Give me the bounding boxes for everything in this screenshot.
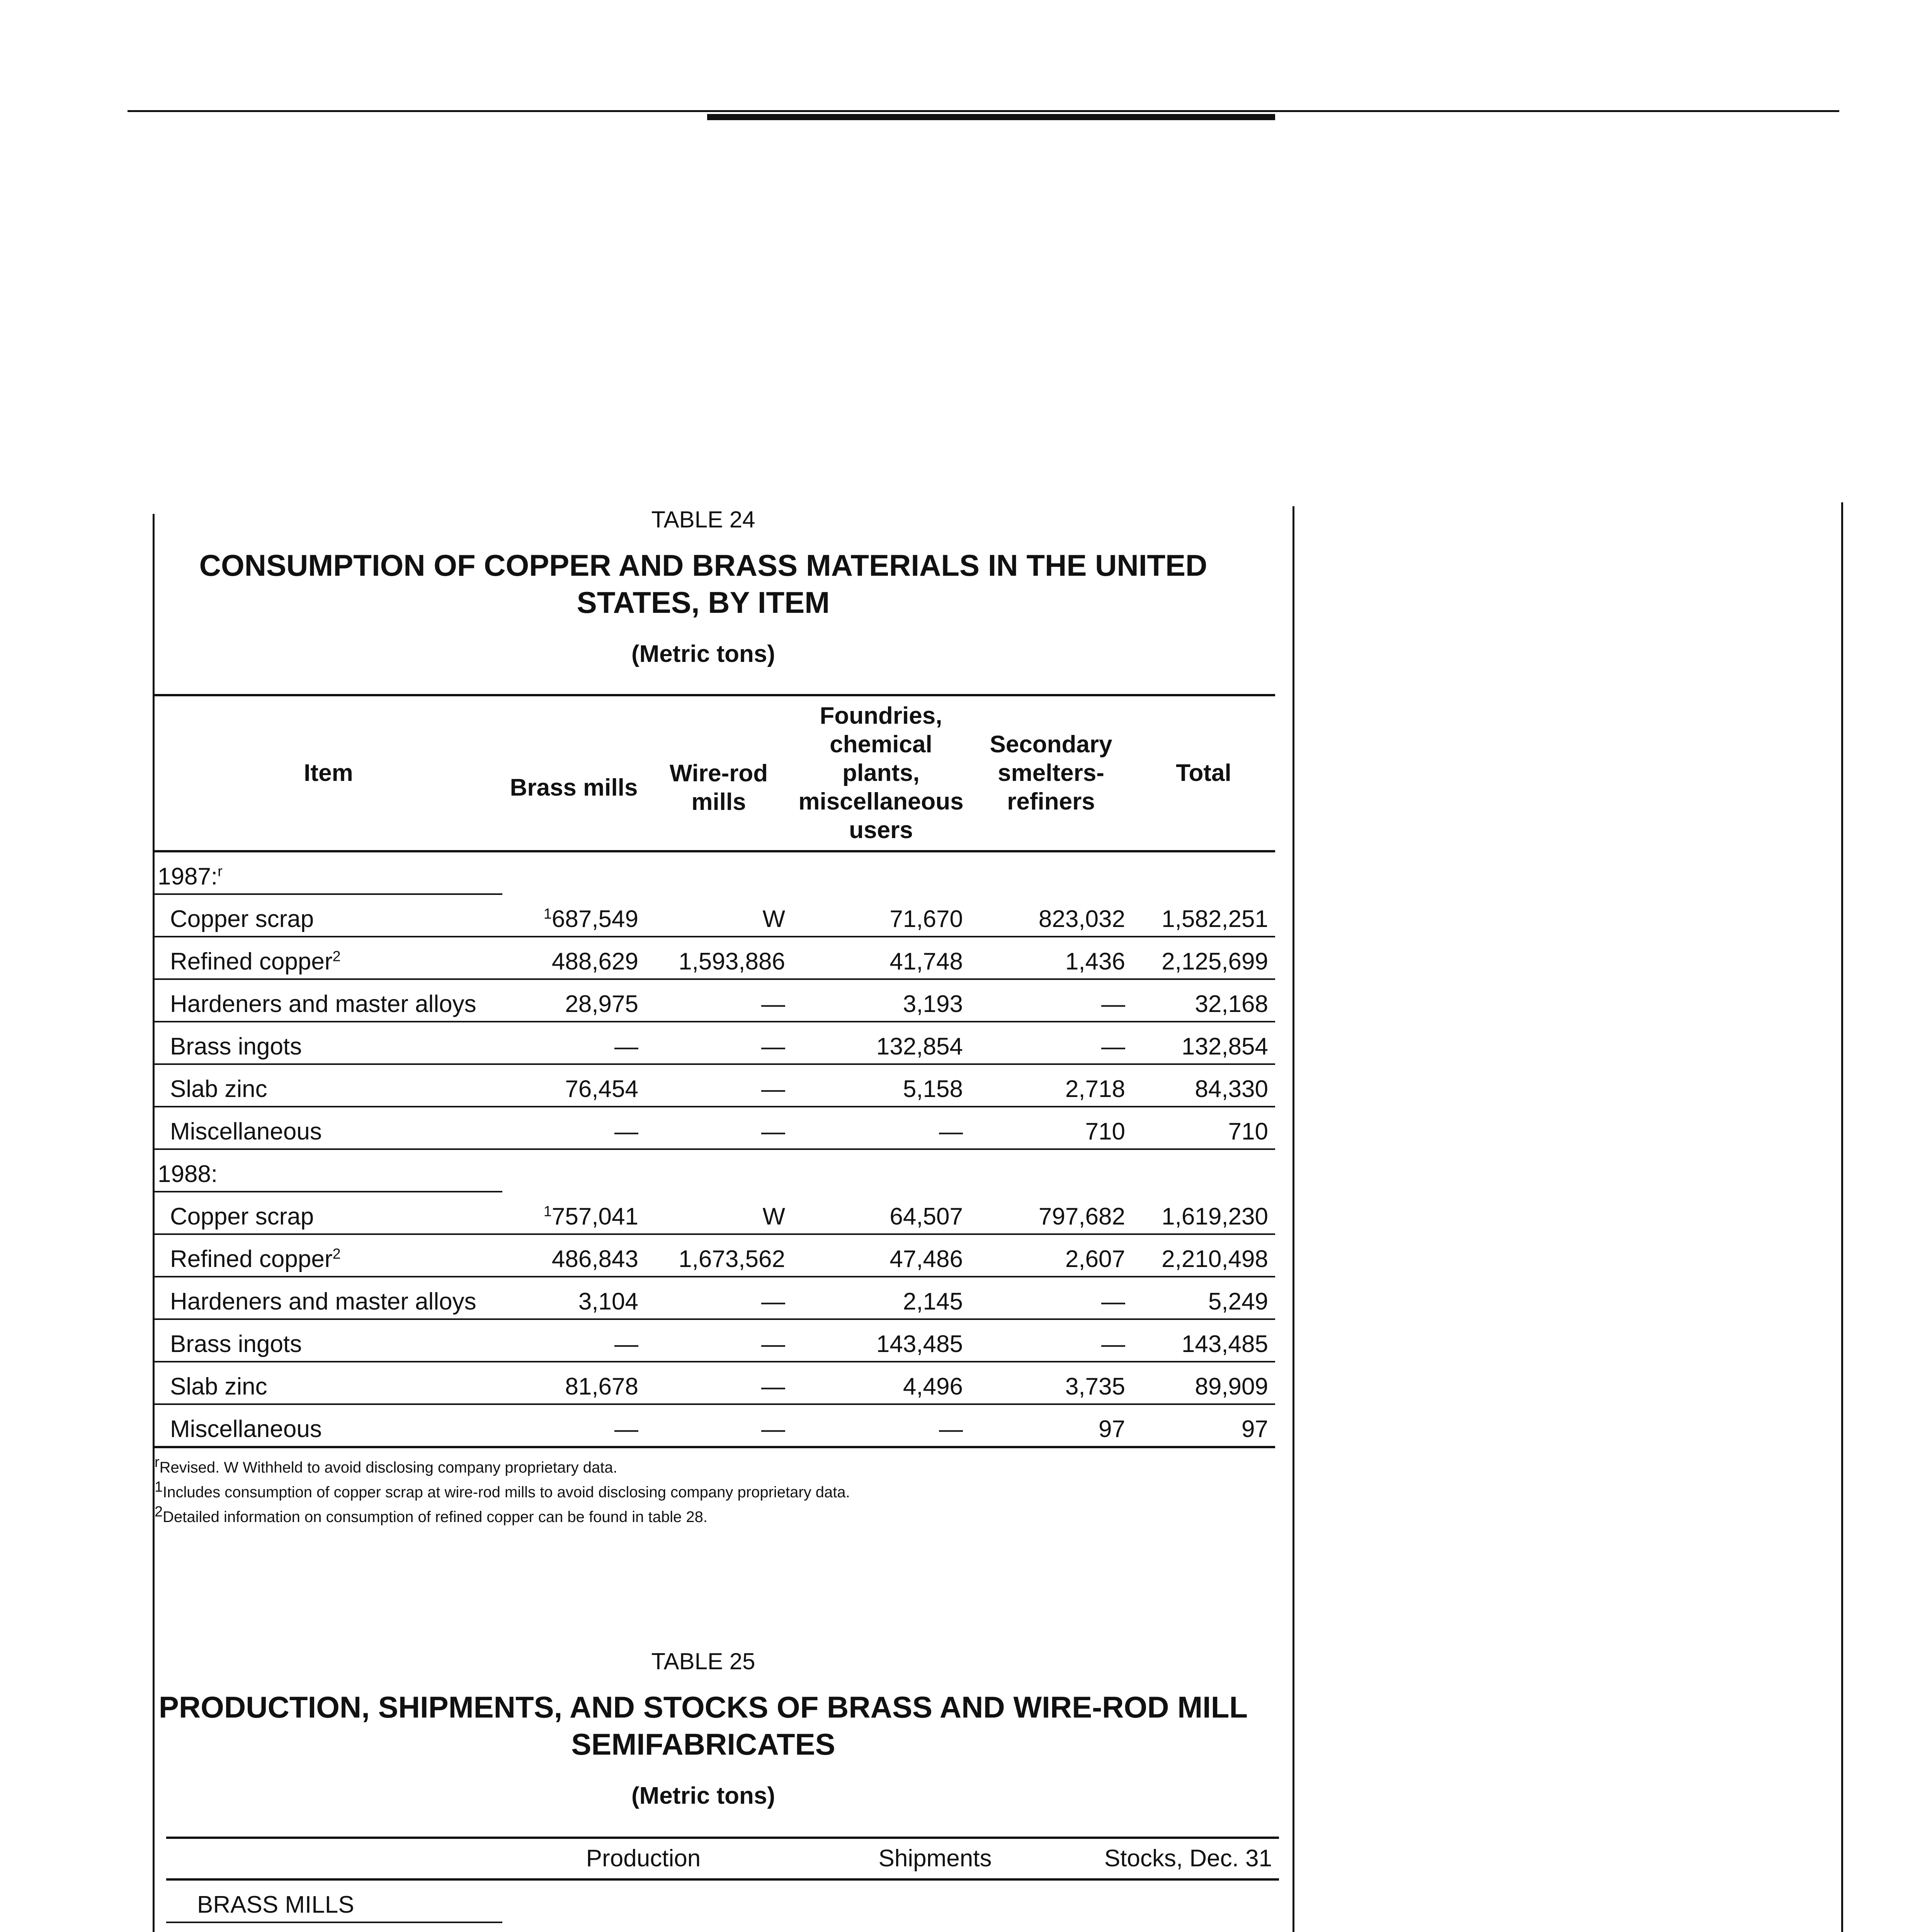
cell-secondary: 2,718 [970, 1064, 1132, 1107]
row-item: Miscellaneous [155, 1404, 502, 1447]
cell-foundries: — [792, 1404, 970, 1447]
footnote: $^r$Revised. W Withheld to avoid disclosing company proprietary data. [155, 1454, 617, 1476]
cell-foundries: 47,486 [792, 1234, 970, 1277]
row-item: Refined copper$^2$ [155, 1234, 502, 1277]
cell-secondary: 710 [970, 1107, 1132, 1149]
cell-total: 2,125,699 [1132, 937, 1275, 979]
center-column-line [1293, 506, 1294, 1932]
cell-wirerod: 1,593,886 [645, 937, 792, 979]
table-row [155, 1404, 1275, 1447]
cell-total: 84,330 [1132, 1064, 1275, 1107]
right-margin-line [1841, 502, 1843, 1932]
cell-secondary: 2,607 [970, 1234, 1132, 1277]
cell-foundries: 2,145 [792, 1277, 970, 1319]
table-units: (Metric tons) [631, 1782, 775, 1809]
row-item: Miscellaneous [155, 1107, 502, 1149]
cell-brass: — [502, 1107, 645, 1149]
cell-foundries: 5,158 [792, 1064, 970, 1107]
cell-secondary: — [970, 1022, 1132, 1064]
cell-brass: $^1$687,549 [502, 894, 645, 937]
table-label: TABLE 25 [651, 1648, 755, 1674]
col-header-production: Production [502, 1838, 784, 1879]
col-header-brass-mills: Brass mills [502, 695, 645, 851]
table-row [155, 1319, 1275, 1362]
cell-shipments [784, 1922, 1086, 1932]
cell-foundries: 41,748 [792, 937, 970, 979]
cell-secondary: 1,436 [970, 937, 1132, 979]
cell-total: 32,168 [1132, 979, 1275, 1022]
cell-secondary: 797,682 [970, 1192, 1132, 1234]
revised-mark: r [218, 863, 223, 880]
cell-foundries: 4,496 [792, 1362, 970, 1404]
cell-foundries: 143,485 [792, 1319, 970, 1362]
top-rule-heavy [707, 114, 1275, 120]
cell-secondary: 97 [970, 1404, 1132, 1447]
row-year [166, 1922, 502, 1932]
cell-wirerod: — [645, 1022, 792, 1064]
cell-secondary: — [970, 1277, 1132, 1319]
table-row [155, 1022, 1275, 1064]
consumption-table [155, 694, 1275, 1448]
row-item: Slab zinc [155, 1064, 502, 1107]
row-item: Copper scrap [155, 894, 502, 937]
cell-foundries: 71,670 [792, 894, 970, 937]
cell-secondary: — [970, 1319, 1132, 1362]
row-item: Hardeners and master alloys [155, 1277, 502, 1319]
col-header-secondary: Secondary smelters-refiners [970, 695, 1132, 851]
cell-brass: — [502, 1022, 645, 1064]
table-row [155, 1362, 1275, 1404]
cell-brass: 486,843 [502, 1234, 645, 1277]
group-label: BRASS MILLS [166, 1879, 502, 1922]
row-item: Hardeners and master alloys [155, 979, 502, 1022]
table-row [155, 1234, 1275, 1277]
cell-brass: 3,104 [502, 1277, 645, 1319]
cell-wirerod: — [645, 1064, 792, 1107]
cell-wirerod: W [645, 1192, 792, 1234]
cell-foundries: 132,854 [792, 1022, 970, 1064]
cell-brass: 488,629 [502, 937, 645, 979]
cell-foundries: — [792, 1107, 970, 1149]
table-25 [128, 1648, 1279, 1932]
cell-wirerod: — [645, 979, 792, 1022]
cell-total: 89,909 [1132, 1362, 1275, 1404]
table-row [155, 1277, 1275, 1319]
table-row [155, 1107, 1275, 1149]
cell-foundries: 64,507 [792, 1192, 970, 1234]
col-header-stocks: Stocks, Dec. 31 [1086, 1838, 1279, 1879]
table-title: PRODUCTION, SHIPMENTS, AND STOCKS OF BRASS AND WIRE-ROD MILL SEMIFABRICATES [158, 1690, 1248, 1761]
cell-total: 2,210,498 [1132, 1234, 1275, 1277]
cell-total: 5,249 [1132, 1277, 1275, 1319]
cell-total: 1,619,230 [1132, 1192, 1275, 1234]
cell-secondary: 823,032 [970, 894, 1132, 937]
row-item: Brass ingots [155, 1022, 502, 1064]
cell-brass: 76,454 [502, 1064, 645, 1107]
cell-brass: 81,678 [502, 1362, 645, 1404]
header-row [155, 695, 1275, 851]
group-row-1988 [155, 1149, 1275, 1192]
cell-wirerod: — [645, 1319, 792, 1362]
col-header-item: Item [155, 695, 502, 851]
footnote: $^2$Detailed information on consumption of refined copper can be found in table 28. [155, 1503, 707, 1526]
footnotes [155, 1455, 1279, 1529]
cell-total: 143,485 [1132, 1319, 1275, 1362]
cell-secondary: 3,735 [970, 1362, 1132, 1404]
cell-brass: $^1$757,041 [502, 1192, 645, 1234]
cell-stocks [1086, 1922, 1279, 1932]
footnote: $^1$Includes consumption of copper scrap at wire-rod mills to avoid disclosing company proprietary data. [155, 1479, 850, 1501]
cell-wirerod: — [645, 1404, 792, 1447]
cell-total: 1,582,251 [1132, 894, 1275, 937]
col-header-total: Total [1132, 695, 1275, 851]
table-row [155, 937, 1275, 979]
col-header-wire-rod-mills: Wire-rod mills [645, 695, 792, 851]
top-rule [128, 110, 1839, 112]
cell-brass: 28,975 [502, 979, 645, 1022]
group-row-1987 [155, 851, 1275, 894]
table-label: TABLE 24 [651, 507, 755, 532]
cell-production [502, 1922, 784, 1932]
cell-wirerod: — [645, 1107, 792, 1149]
table-title: CONSUMPTION OF COPPER AND BRASS MATERIALS IN THE UNITED STATES, BY ITEM [199, 548, 1208, 619]
table-24 [128, 506, 1279, 1529]
cell-secondary: — [970, 979, 1132, 1022]
cell-total: 132,854 [1132, 1022, 1275, 1064]
cell-wirerod: — [645, 1277, 792, 1319]
row-item: Slab zinc [155, 1362, 502, 1404]
group-label: 1988: [155, 1149, 502, 1192]
header-row [166, 1838, 1279, 1879]
row-item: Copper scrap [155, 1192, 502, 1234]
group-row-brass-mills [166, 1879, 1279, 1922]
table-row [155, 894, 1275, 937]
cell-wirerod: — [645, 1362, 792, 1404]
cell-brass: — [502, 1404, 645, 1447]
cell-wirerod: 1,673,562 [645, 1234, 792, 1277]
table-row [155, 1192, 1275, 1234]
row-item: Brass ingots [155, 1319, 502, 1362]
table-row [155, 1064, 1275, 1107]
semifabricates-table [166, 1837, 1279, 1932]
col-header-foundries: Foundries, chemical plants, miscellaneous users [792, 695, 970, 851]
table-units: (Metric tons) [631, 641, 775, 667]
group-label: 1987:$^r$ [155, 851, 502, 894]
cell-brass: — [502, 1319, 645, 1362]
cell-total: 97 [1132, 1404, 1275, 1447]
cell-foundries: 3,193 [792, 979, 970, 1022]
row-item: Refined copper$^2$ [155, 937, 502, 979]
table-row [155, 979, 1275, 1022]
col-header-shipments: Shipments [784, 1838, 1086, 1879]
table-row [166, 1922, 1279, 1932]
cell-total: 710 [1132, 1107, 1275, 1149]
cell-wirerod: W [645, 894, 792, 937]
